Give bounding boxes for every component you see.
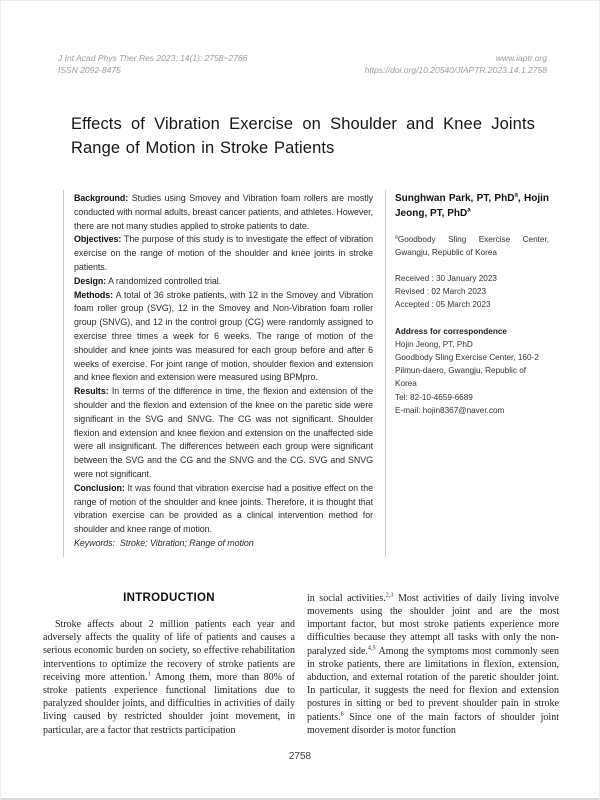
correspondence-block — [395, 325, 549, 417]
body-paragraph-right: in social activities.$^{2,3}$ Most activities of daily living involve movements using the shoulder joint and are the most important factor, but most stroke patients experience more difficulties because they attempt all tasks with only the non-paralyzed side.$^{4,5}$ Among the symptoms most commonly seen in stroke patients, there are limitations in flexion, extension, abduction, and external rotation of the paretic shoulder joint. In particular, it suggests the need for flexion and extension postures in sitting or bed to prevent shoulder pain in stroke patients.$^6$ Since one of the main factors of shoulder joint movement disorder is motor function — [307, 591, 559, 736]
abstract-conclusion-text: It was found that vibration exercise had a positive effect on the range of motion of the shoulder and knee joints. Therefore, it is thought that vibration exercise can be provided as a clinical intervention method for shoulder and knee range of motion. — [74, 482, 373, 535]
body-column-right — [307, 592, 559, 737]
journal-issn: ISSN 2092-8475 — [58, 64, 121, 75]
body-column-left — [43, 592, 295, 737]
abstract — [63, 190, 385, 557]
author-info — [385, 190, 549, 557]
journal-citation: J Int Acad Phys Ther Res 2023; 14(1): 2758~2766 — [58, 53, 248, 63]
body-section — [43, 592, 559, 737]
abstract-methods — [74, 289, 373, 386]
keywords-line — [74, 537, 373, 551]
abstract-objectives — [74, 233, 373, 274]
keywords-label: Keywords: — [74, 537, 115, 548]
abstract-author-row — [63, 190, 549, 557]
abstract-background-label: Background: — [74, 193, 129, 203]
abstract-conclusion-label: Conclusion: — [74, 482, 125, 493]
article-dates — [395, 272, 549, 312]
correspondence-email[interactable]: E-mail: hojin8367@naver.com — [395, 405, 505, 415]
abstract-background-text: Studies using Smovey and Vibration foam rollers are mostly conducted with normal adults, breast cancer patients, and athletes. However, there are not many studies applied to stroke patients to date. — [74, 193, 373, 231]
accepted-date: Accepted : 05 March 2023 — [395, 300, 491, 310]
doi-link[interactable]: https://doi.org/10.20540/JIAPTR.2023.14.1.2758 — [364, 64, 547, 75]
body-paragraph-left: Stroke affects about 2 million patients each year and adversely affects the quality of life of patients and causes a serious economic burden on society, so effective rehabilitation interventions to optimize the recovery of stroke patients are receiving more attention.$^1$ Among them, more than 80% of stroke patients experience functional limitations due to paralyzed shoulder joints, and difficulties in activities of daily living caused by restricted shoulder joint movement, in particular, are a factor that restricts participation — [43, 618, 295, 736]
abstract-conclusion — [74, 482, 373, 537]
abstract-design-text: A randomized controlled trial. — [108, 275, 222, 286]
abstract-objectives-label: Objectives: — [74, 234, 122, 245]
article-title — [71, 112, 535, 160]
abstract-results-text: In terms of the difference in time, the flexion and extension of the shoulder and the flexion and extension of the knee on the paretic side were significant in the SVG and SNVG. The CG was not significant. Shoulder flexion and extension and knee flexion and extension on the unaffected side were all insignificant. The differences between each group were significant between the SVG and the CG and the SNVG and the CG. SVG and SNVG were not significant. — [74, 386, 373, 479]
keywords-text: Stroke; Vibration; Range of motion — [119, 537, 254, 548]
abstract-objectives-text: The purpose of this study is to investigate the effect of vibration exercise on the range of motion of the shoulder and knee joints in stroke patients. — [74, 234, 373, 272]
abstract-results-label: Results: — [74, 386, 109, 397]
article-title-line2: Range of Motion in Stroke Patients — [71, 139, 335, 157]
journal-links-block — [365, 53, 547, 76]
correspondence-name: Hojin Jeong, PT, PhD — [395, 339, 473, 349]
correspondence-address: Goodbody Sling Exercise Center, 160-2 Pilmun-daero, Gwangju, Republic of Korea — [395, 353, 539, 389]
correspondence-tel: Tel: 82-10-4659-6689 — [395, 392, 473, 402]
journal-website-link[interactable]: www.iaptr.org — [495, 53, 547, 63]
author-names: Sunghwan Park, PT, PhD$^a$, Hojin Jeong, PT, PhD$^a$ — [395, 191, 549, 219]
abstract-results — [74, 385, 373, 482]
abstract-design-label: Design: — [74, 275, 107, 286]
abstract-background — [74, 192, 373, 233]
abstract-methods-label: Methods: — [74, 289, 114, 300]
page-number: 2758 — [288, 751, 312, 762]
abstract-methods-text: A total of 36 stroke patients, with 12 in the Smovey and Vibration foam roller group (SVG), 12 in the Smovey and Non-Vibration foam roller group (SNVG), and 12 in the control group (CG) were randomly assigned to exercise three times a week for 6 weeks. The range of motion of the shoulder and knee joints was measured for each group before and after 6 weeks of exercise. For joint range of motion, shoulder flexion and extension and knee flexion and extension were measured using BPMpro. — [74, 289, 373, 383]
journal-citation-block — [58, 53, 247, 76]
abstract-design — [74, 275, 373, 289]
article-title-line1: Effects of Vibration Exercise on Shoulder and Knee Joints — [71, 115, 535, 133]
revised-date: Revised : 02 March 2023 — [395, 287, 487, 297]
received-date: Received : 30 January 2023 — [395, 274, 497, 283]
author-affiliation: $^a$Goodbody Sling Exercise Center, Gwangju, Republic of Korea — [395, 234, 549, 257]
correspondence-heading: Address for correspondence — [395, 326, 507, 336]
introduction-heading: INTRODUCTION — [123, 591, 215, 604]
journal-header — [58, 53, 547, 76]
